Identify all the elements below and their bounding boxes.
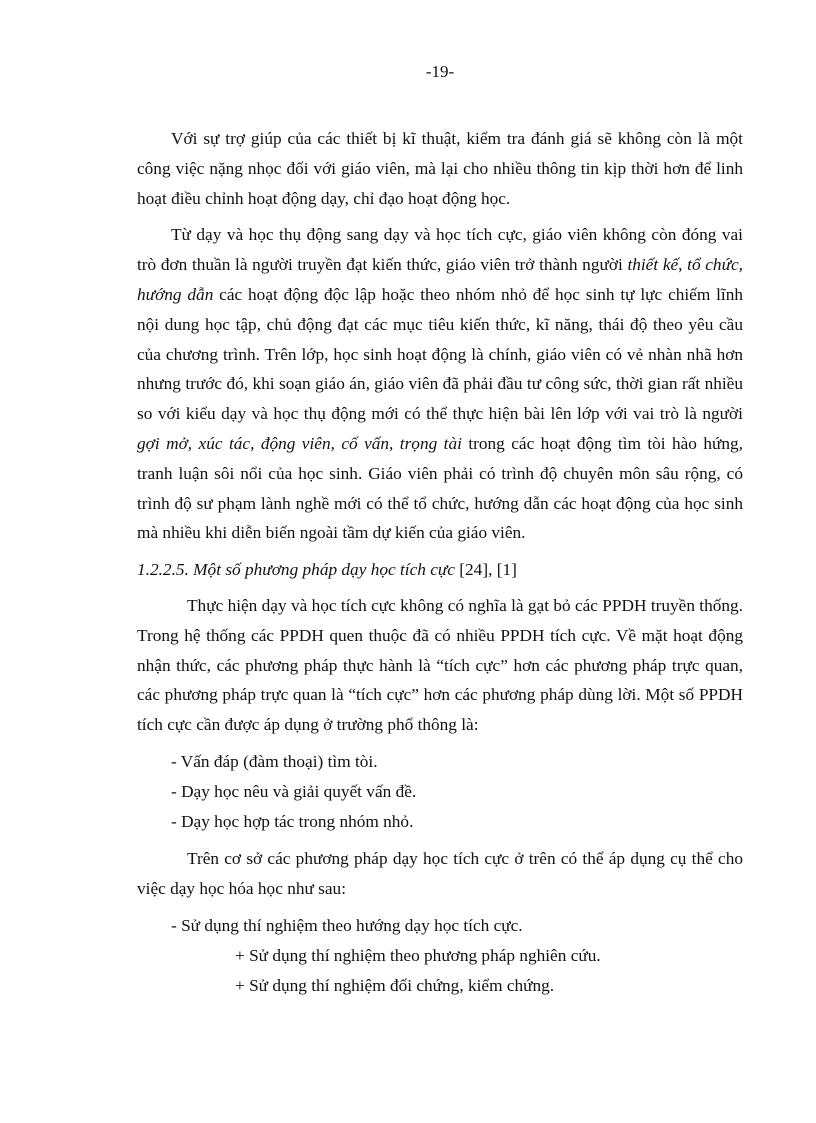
sub-list-item: + Sử dụng thí nghiệm theo phương pháp nghiên cứu. bbox=[235, 945, 601, 965]
section-heading bbox=[137, 555, 743, 585]
paragraph-1: Với sự trợ giúp của các thiết bị kĩ thuật, kiểm tra đánh giá sẽ không còn là một công việc nặng nhọc đối với giáo viên, mà lại cho nhiều thông tin kịp thời hơn để linh hoạt điều chỉnh hoạt động dạy, chỉ đạo hoạt động học. bbox=[137, 129, 743, 208]
paragraph-2-text-b: các hoạt động độc lập hoặc theo nhóm nhỏ để học sinh tự lực chiếm lĩnh nội dung học tập, chủ động đạt các mục tiêu kiến thức, kĩ năng, thái độ theo yêu cầu của chương trình. Trên lớp, học sinh hoạt động là chính, giáo viên có vẻ nhàn nhã hơn nhưng trước đó, khi soạn giáo án, giáo viên đã phải đầu tư công sức, thời gian rất nhiều so với kiểu dạy và học thụ động mới có thể thực hiện bài lên lớp với vai trò là người bbox=[137, 284, 744, 424]
list-item: - Dạy học nêu và giải quyết vấn đề. bbox=[171, 781, 417, 801]
paragraph-2-emphasis-a: thiết kế, tổ chức, hướng dẫn bbox=[137, 255, 743, 304]
paragraph-2-text-a: Từ dạy và học thụ động sang dạy và học tích cực, giáo viên không còn đóng vai trò đơn thuần là người truyền đạt kiến thức, giáo viên trở thành người bbox=[137, 225, 743, 275]
paragraph-2 bbox=[137, 220, 743, 548]
page-number: -19- bbox=[425, 62, 455, 81]
list-item: - Vấn đáp (đàm thoại) tìm tòi. bbox=[171, 751, 378, 771]
method-list bbox=[137, 747, 743, 836]
list-item: - Sử dụng thí nghiệm theo hướng dạy học tích cực. bbox=[171, 915, 523, 935]
paragraph-2-text-c: trong các hoạt động tìm tòi hào hứng, tranh luận sôi nổi của học sinh. Giáo viên phải có trình độ chuyên môn sâu rộng, có trình độ sư phạm lành nghề mới có thể tổ chức, hướng dẫn các hoạt động của học sinh mà nhiều khi diễn biến ngoài tầm dự kiến của giáo viên. bbox=[137, 433, 743, 543]
document-body bbox=[137, 124, 743, 1000]
paragraph-3: Thực hiện dạy và học tích cực không có nghĩa là gạt bỏ các PPDH truyền thống. Trong hệ thống các PPDH quen thuộc đã có nhiều PPDH tích cực. Về mặt hoạt động nhận thức, các phương pháp thực hành là “tích cực” hơn các phương pháp trực quan, các phương pháp trực quan là “tích cực” hơn các phương pháp dùng lời. Một số PPDH tích cực cần được áp dụng ở trường phổ thông là: bbox=[137, 595, 743, 735]
section-heading-title: 1.2.2.5. Một số phương pháp dạy học tích cực bbox=[137, 560, 455, 580]
paragraph-2-emphasis-b: gợi mở, xúc tác, động viên, cố vấn, trọng tài bbox=[137, 433, 462, 453]
section-heading-refs: [24], [1] bbox=[454, 560, 517, 580]
paragraph-4: Trên cơ sở các phương pháp dạy học tích cực ở trên có thể áp dụng cụ thể cho việc dạy học hóa học như sau: bbox=[137, 849, 743, 899]
sub-list-item: + Sử dụng thí nghiệm đối chứng, kiểm chứng. bbox=[235, 975, 555, 995]
application-list bbox=[137, 911, 743, 1000]
list-item: - Dạy học hợp tác trong nhóm nhỏ. bbox=[171, 811, 414, 831]
